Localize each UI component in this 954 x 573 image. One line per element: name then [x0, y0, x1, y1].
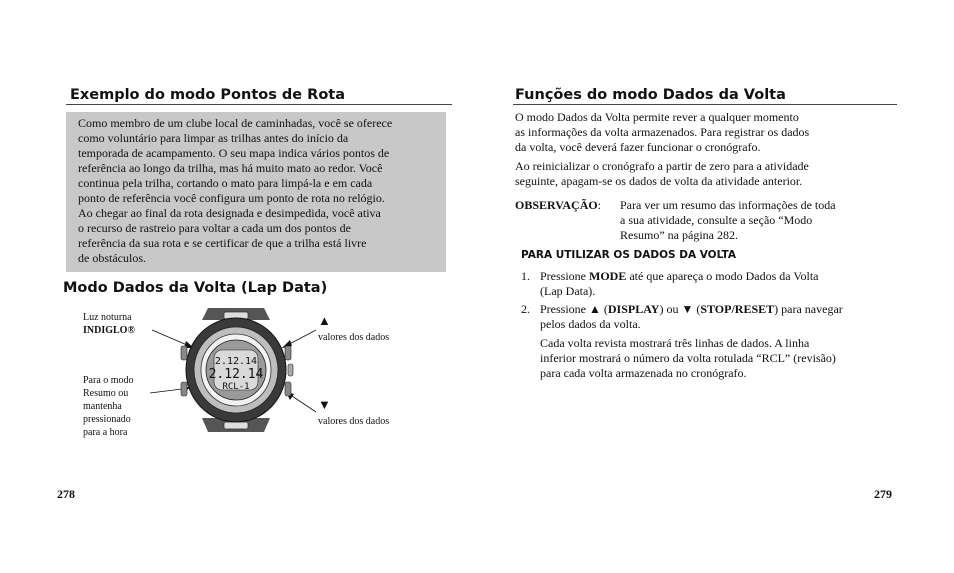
up-button-label: valores dos dados — [318, 332, 390, 343]
detail-line: para cada volta armazenada no cronógrafo. — [540, 366, 747, 380]
note-line: Resumo” na página 282. — [620, 228, 738, 242]
stop-reset-button-name: STOP/RESET — [700, 302, 775, 316]
step2-line2: pelos dados da volta. — [540, 317, 641, 331]
display-button-name: DISPLAY — [607, 302, 660, 316]
page-number-right: 279 — [874, 487, 892, 501]
para-line: da volta, você deverá fazer funcionar o cronógrafo. — [515, 140, 761, 154]
example-line: continua pela trilha, cortando o mato para limpá-la e em cada — [78, 176, 373, 190]
example-line: referência da sua rota e se certificar de que a trilha está livre — [78, 236, 367, 250]
para-line: Ao reinicializar o cronógrafo a partir de zero para a atividade — [515, 159, 809, 173]
mode-label-line: Resumo ou — [83, 388, 129, 399]
mode-label-line: pressionado — [83, 414, 131, 425]
down-button-label: valores dos dados — [318, 416, 390, 427]
step1-line2: (Lap Data). — [540, 284, 596, 298]
mode-label-line: mantenha — [83, 401, 122, 412]
detail-line: inferior mostrará o número da volta rotulada “RCL” (revisão) — [540, 351, 836, 365]
step-number: 2. — [521, 302, 530, 316]
para-line: seguinte, apagam-se os dados de volta da atividade anterior. — [515, 174, 803, 188]
example-line: o recurso de rastreio para voltar a cada um dos pontos de — [78, 221, 351, 235]
note-colon: : — [597, 198, 602, 212]
step2-post: ) para navegar — [774, 302, 843, 316]
example-line: de obstáculos. — [78, 251, 146, 265]
indiglo-label-line1: Luz noturna — [83, 312, 132, 323]
indiglo-label-line2: INDIGLO® — [83, 325, 135, 336]
step-2 — [540, 302, 843, 332]
example-box — [66, 112, 446, 272]
example-line: Como membro de um clube local de caminhadas, você se oferece — [78, 116, 393, 130]
right-heading: Funções do modo Dados da Volta — [515, 87, 786, 103]
mode-button-name: MODE — [589, 269, 627, 283]
note-label — [515, 198, 601, 213]
steps-subheading: PARA UTILIZAR OS DADOS DA VOLTA — [521, 249, 737, 261]
para-line: O modo Dados da Volta permite rever a qualquer momento — [515, 110, 799, 124]
left-heading: Exemplo do modo Pontos de Rota — [70, 87, 345, 103]
example-line: temporada de acampamento. O seu mapa indica vários pontos de — [78, 146, 390, 160]
step2-pre: Pressione ▲ ( — [540, 302, 608, 316]
example-line: referência ao longo da trilha, mas há muito mato ao redor. Você — [78, 161, 383, 175]
example-line: como voluntário para limpar as trilhas antes do início da — [78, 131, 349, 145]
watch-illustration — [140, 300, 320, 440]
mode-button-label — [83, 374, 134, 439]
note-text — [620, 198, 836, 243]
note-label-text: OBSERVAÇÃO — [515, 198, 598, 212]
left-heading-rule — [66, 104, 452, 105]
example-line: ponto de referência você configura um ponto de rota no relógio. — [78, 191, 385, 205]
step2-mid: ) ou ▼ ( — [659, 302, 701, 316]
mode-label-line: Para o modo — [83, 375, 134, 386]
note-line: a sua atividade, consulte a seção “Modo — [620, 213, 813, 227]
step1-post: até que apareça o modo Dados da Volta — [626, 269, 819, 283]
para-line: as informações da volta armazenados. Para registrar os dados — [515, 125, 810, 139]
page-number-left: 278 — [57, 487, 75, 501]
indiglo-label — [83, 311, 135, 337]
step-number: 1. — [521, 269, 530, 283]
mode-label-line: para a hora — [83, 427, 128, 438]
step-2-details — [540, 336, 836, 381]
display-line2: 2.12.14 — [208, 367, 264, 382]
up-arrow-icon: ▲ — [318, 313, 331, 328]
display-line3: RCL-1 — [222, 382, 250, 392]
reset-paragraph — [515, 159, 809, 189]
note-line: Para ver um resumo das informações de toda — [620, 198, 836, 212]
intro-paragraph — [515, 110, 809, 155]
step1-pre: Pressione — [540, 269, 589, 283]
detail-line: Cada volta revista mostrará três linhas de dados. A linha — [540, 336, 810, 350]
step-1 — [540, 269, 819, 299]
lap-data-heading: Modo Dados da Volta (Lap Data) — [63, 280, 328, 296]
down-arrow-icon: ▼ — [318, 397, 331, 412]
example-line: Ao chegar ao final da rota designada e desimpedida, você ativa — [78, 206, 381, 220]
right-heading-rule — [513, 104, 897, 105]
display-line1: 2.12.14 — [214, 356, 258, 367]
